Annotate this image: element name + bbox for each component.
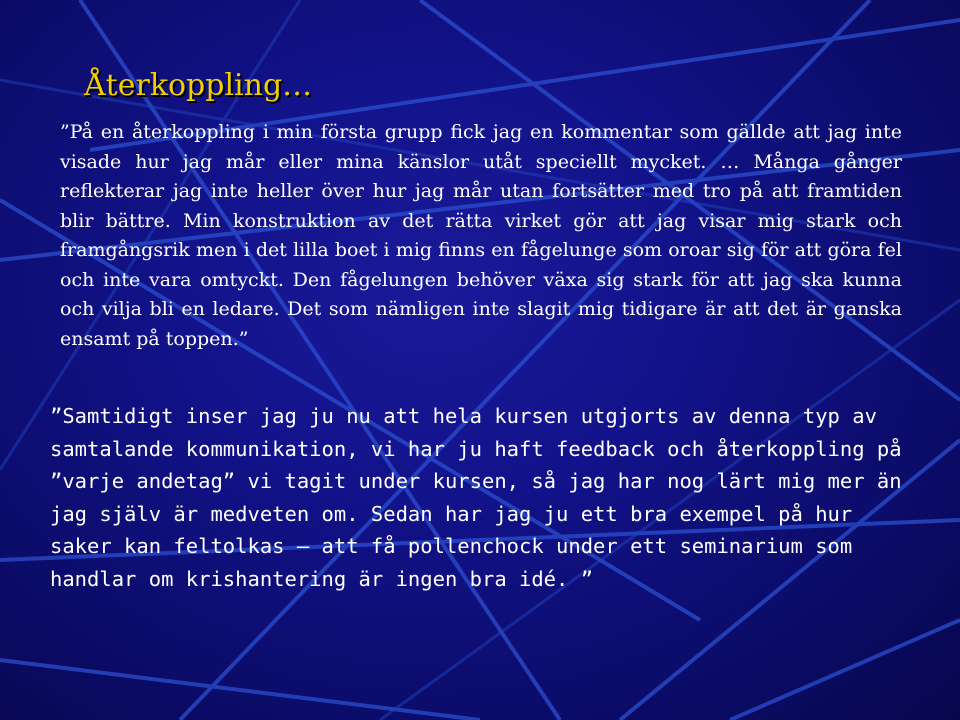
decor-line: [180, 0, 870, 720]
quote-paragraph-2: ”Samtidigt inser jag ju nu att hela kursen utgjorts av denna typ av samtalande kommunikation, vi har ju haft feedback och återkoppling på ”varje andetag” vi tagit under kursen, så jag har nog lärt mig mer än jag själv är medveten om. Sedan har jag ju ett bra exempel på hur saker kan feltolkas – att få pollenchock under ett seminarium som handlar om krishantering är ingen bra idé. ”: [50, 404, 902, 591]
slide-title: Återkoppling…: [84, 68, 313, 103]
decor-line: [730, 620, 960, 720]
decor-line: [0, 660, 480, 720]
quote-paragraph-1: ”På en återkoppling i min första grupp fick jag en kommentar som gällde att jag inte visade hur jag mår eller mina känslor utåt speciellt mycket. … Många gånger reflekterar jag inte heller över hur jag mår utan fortsätter med tro på att framtiden blir bättre. Min konstruktion av det rätta virket gör att jag visar mig stark och framgångsrik men i det lilla boet i mig finns en fågelunge som oroar sig för att göra fel och inte vara omtyckt. Den fågelungen behöver växa sig stark för att jag ska kunna och vilja bli en ledare. Det som nämligen inte slagit mig tidigare är att det är ganska ensamt på toppen.”: [60, 121, 902, 350]
